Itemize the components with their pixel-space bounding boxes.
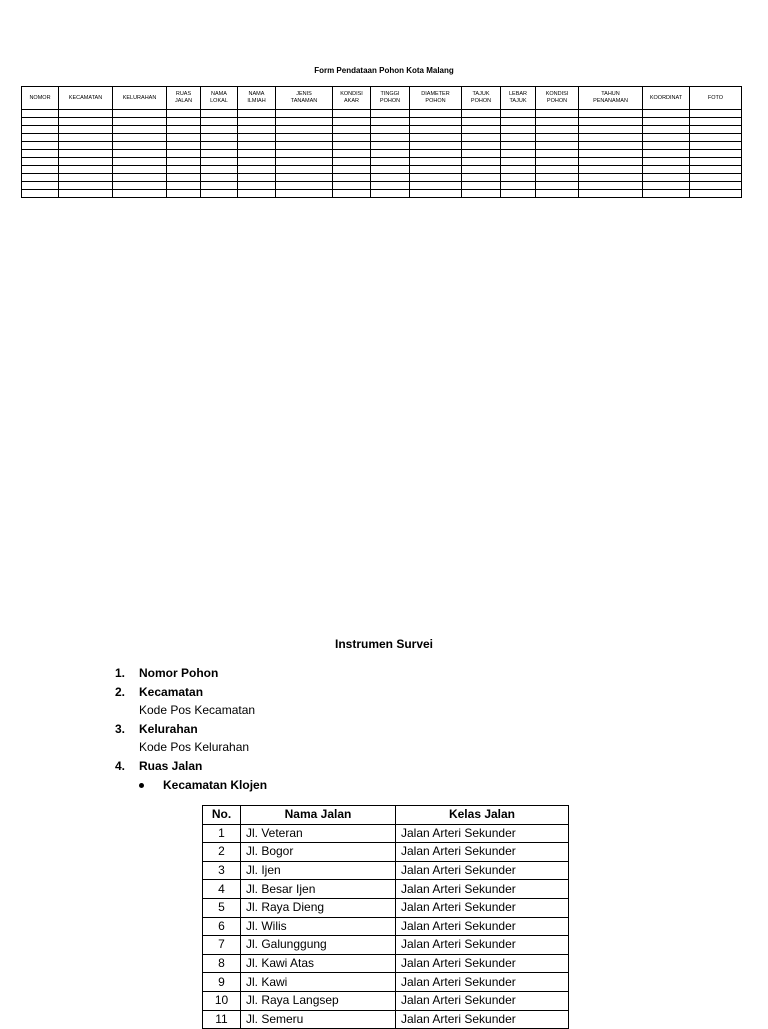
road-row-no: 10 bbox=[203, 991, 241, 1010]
form-empty-cell bbox=[167, 150, 201, 158]
form-empty-cell bbox=[59, 182, 113, 190]
form-empty-cell bbox=[536, 142, 579, 150]
form-empty-cell bbox=[276, 150, 333, 158]
form-empty-cell bbox=[536, 158, 579, 166]
tree-data-form-table bbox=[21, 86, 742, 198]
form-empty-row bbox=[22, 126, 742, 134]
form-empty-cell bbox=[690, 182, 742, 190]
survey-item-sub: Kode Pos Kecamatan bbox=[139, 703, 256, 718]
road-row-name: Jl. Kawi bbox=[241, 973, 396, 992]
form-empty-cell bbox=[579, 174, 643, 182]
form-empty-cell bbox=[410, 134, 462, 142]
form-column-header: JENIS TANAMAN bbox=[276, 87, 333, 110]
form-empty-cell bbox=[22, 190, 59, 198]
road-row-no: 7 bbox=[203, 936, 241, 955]
road-header-class: Kelas Jalan bbox=[396, 806, 569, 825]
form-empty-cell bbox=[643, 158, 690, 166]
form-empty-cell bbox=[276, 126, 333, 134]
form-empty-cell bbox=[536, 174, 579, 182]
road-row-class: Jalan Arteri Sekunder bbox=[396, 880, 569, 899]
form-empty-cell bbox=[536, 166, 579, 174]
form-empty-cell bbox=[201, 142, 238, 150]
road-row-no: 11 bbox=[203, 1010, 241, 1029]
form-empty-cell bbox=[276, 142, 333, 150]
form-empty-cell bbox=[462, 158, 501, 166]
form-column-header: RUAS JALAN bbox=[167, 87, 201, 110]
form-empty-cell bbox=[238, 174, 276, 182]
form-empty-row bbox=[22, 174, 742, 182]
form-empty-cell bbox=[201, 150, 238, 158]
form-empty-cell bbox=[201, 118, 238, 126]
form-empty-cell bbox=[201, 158, 238, 166]
form-empty-cell bbox=[113, 182, 167, 190]
form-empty-row bbox=[22, 110, 742, 118]
form-empty-cell bbox=[536, 134, 579, 142]
survey-item bbox=[115, 683, 267, 720]
form-empty-cell bbox=[579, 118, 643, 126]
table-row bbox=[203, 991, 569, 1010]
form-empty-cell bbox=[59, 126, 113, 134]
form-empty-cell bbox=[501, 126, 536, 134]
form-empty-cell bbox=[462, 142, 501, 150]
form-empty-row bbox=[22, 150, 742, 158]
form-empty-cell bbox=[501, 150, 536, 158]
form-title: Form Pendataan Pohon Kota Malang bbox=[314, 66, 454, 75]
form-empty-cell bbox=[276, 182, 333, 190]
form-empty-cell bbox=[643, 110, 690, 118]
road-row-no: 9 bbox=[203, 973, 241, 992]
form-empty-cell bbox=[333, 134, 371, 142]
form-empty-cell bbox=[643, 166, 690, 174]
form-empty-cell bbox=[462, 190, 501, 198]
form-empty-cell bbox=[371, 126, 410, 134]
road-row-class: Jalan Arteri Sekunder bbox=[396, 824, 569, 843]
road-row-class: Jalan Arteri Sekunder bbox=[396, 991, 569, 1010]
bullet-item bbox=[139, 776, 267, 795]
form-empty-cell bbox=[462, 118, 501, 126]
form-empty-cell bbox=[167, 134, 201, 142]
survey-item-number: 4. bbox=[115, 758, 126, 773]
form-column-header: TAHUN PENANAMAN bbox=[579, 87, 643, 110]
form-empty-cell bbox=[276, 174, 333, 182]
form-empty-row bbox=[22, 142, 742, 150]
form-column-header: LEBAR TAJUK bbox=[501, 87, 536, 110]
form-empty-cell bbox=[201, 190, 238, 198]
form-empty-cell bbox=[113, 174, 167, 182]
form-empty-cell bbox=[462, 166, 501, 174]
form-empty-cell bbox=[536, 150, 579, 158]
form-empty-cell bbox=[643, 182, 690, 190]
form-empty-cell bbox=[579, 158, 643, 166]
form-empty-cell bbox=[333, 166, 371, 174]
form-empty-cell bbox=[59, 142, 113, 150]
form-empty-cell bbox=[690, 166, 742, 174]
form-empty-cell bbox=[22, 110, 59, 118]
form-empty-cell bbox=[690, 158, 742, 166]
form-empty-cell bbox=[501, 174, 536, 182]
form-empty-cell bbox=[167, 182, 201, 190]
table-row bbox=[203, 824, 569, 843]
form-empty-cell bbox=[238, 142, 276, 150]
road-row-no: 2 bbox=[203, 843, 241, 862]
form-empty-cell bbox=[238, 118, 276, 126]
road-table-header-row bbox=[203, 806, 569, 825]
form-empty-cell bbox=[22, 150, 59, 158]
form-empty-cell bbox=[690, 150, 742, 158]
form-empty-cell bbox=[238, 150, 276, 158]
form-empty-cell bbox=[410, 182, 462, 190]
form-empty-row bbox=[22, 182, 742, 190]
road-row-no: 6 bbox=[203, 917, 241, 936]
form-empty-cell bbox=[690, 134, 742, 142]
form-empty-cell bbox=[462, 126, 501, 134]
form-empty-cell bbox=[22, 118, 59, 126]
road-row-class: Jalan Arteri Sekunder bbox=[396, 898, 569, 917]
form-empty-cell bbox=[59, 134, 113, 142]
form-empty-cell bbox=[238, 190, 276, 198]
road-table-body bbox=[203, 824, 569, 1029]
form-empty-cell bbox=[462, 134, 501, 142]
form-column-header: FOTO bbox=[690, 87, 742, 110]
form-empty-cell bbox=[643, 134, 690, 142]
form-empty-cell bbox=[59, 158, 113, 166]
survey-title: Instrumen Survei bbox=[334, 637, 434, 651]
form-empty-cell bbox=[22, 126, 59, 134]
form-empty-cell bbox=[276, 134, 333, 142]
form-empty-cell bbox=[501, 190, 536, 198]
table-row bbox=[203, 954, 569, 973]
survey-item-label: Kelurahan bbox=[139, 721, 198, 736]
form-empty-cell bbox=[536, 110, 579, 118]
road-row-no: 5 bbox=[203, 898, 241, 917]
road-row-name: Jl. Ijen bbox=[241, 861, 396, 880]
form-empty-cell bbox=[201, 174, 238, 182]
form-empty-cell bbox=[113, 150, 167, 158]
survey-item-number: 2. bbox=[115, 684, 126, 699]
form-empty-cell bbox=[333, 182, 371, 190]
form-empty-cell bbox=[276, 190, 333, 198]
form-empty-cell bbox=[536, 126, 579, 134]
form-empty-cell bbox=[643, 118, 690, 126]
form-empty-cell bbox=[113, 190, 167, 198]
road-row-name: Jl. Raya Dieng bbox=[241, 898, 396, 917]
form-empty-cell bbox=[536, 190, 579, 198]
form-column-header: TAJUK POHON bbox=[462, 87, 501, 110]
form-empty-cell bbox=[371, 158, 410, 166]
form-empty-cell bbox=[333, 110, 371, 118]
form-empty-cell bbox=[167, 190, 201, 198]
form-empty-cell bbox=[238, 126, 276, 134]
form-empty-cell bbox=[59, 166, 113, 174]
table-row bbox=[203, 936, 569, 955]
form-empty-row bbox=[22, 158, 742, 166]
table-row bbox=[203, 843, 569, 862]
form-empty-cell bbox=[59, 110, 113, 118]
form-empty-cell bbox=[59, 174, 113, 182]
table-row bbox=[203, 898, 569, 917]
form-empty-cell bbox=[371, 118, 410, 126]
form-column-header: TINGGI POHON bbox=[371, 87, 410, 110]
form-empty-cell bbox=[167, 142, 201, 150]
form-empty-cell bbox=[333, 158, 371, 166]
form-empty-cell bbox=[238, 166, 276, 174]
road-row-class: Jalan Arteri Sekunder bbox=[396, 917, 569, 936]
survey-item-number: 1. bbox=[115, 666, 126, 680]
form-empty-cell bbox=[167, 126, 201, 134]
survey-list bbox=[115, 664, 267, 794]
bullet-dot-icon bbox=[139, 783, 144, 788]
form-empty-cell bbox=[501, 134, 536, 142]
form-empty-cell bbox=[643, 150, 690, 158]
form-empty-cell bbox=[201, 182, 238, 190]
form-empty-cell bbox=[276, 166, 333, 174]
form-empty-cell bbox=[643, 142, 690, 150]
road-row-name: Jl. Besar Ijen bbox=[241, 880, 396, 899]
form-empty-cell bbox=[201, 126, 238, 134]
form-empty-cell bbox=[690, 118, 742, 126]
form-empty-cell bbox=[579, 110, 643, 118]
survey-item-label: Ruas Jalan bbox=[139, 758, 203, 773]
bullet-item-label: Kecamatan Klojen bbox=[163, 777, 268, 792]
form-empty-cell bbox=[238, 158, 276, 166]
road-row-class: Jalan Arteri Sekunder bbox=[396, 973, 569, 992]
form-empty-cell bbox=[238, 182, 276, 190]
form-column-header: DIAMETER POHON bbox=[410, 87, 462, 110]
form-empty-cell bbox=[579, 182, 643, 190]
form-empty-cell bbox=[113, 158, 167, 166]
table-row bbox=[203, 1010, 569, 1029]
form-empty-cell bbox=[22, 134, 59, 142]
form-empty-cell bbox=[371, 182, 410, 190]
form-empty-cell bbox=[333, 174, 371, 182]
form-empty-cell bbox=[113, 166, 167, 174]
form-empty-cell bbox=[333, 142, 371, 150]
form-empty-cell bbox=[59, 190, 113, 198]
form-empty-cell bbox=[238, 134, 276, 142]
form-column-header: NOMOR bbox=[22, 87, 59, 110]
form-empty-cell bbox=[113, 118, 167, 126]
road-row-name: Jl. Semeru bbox=[241, 1010, 396, 1029]
form-empty-cell bbox=[113, 126, 167, 134]
form-empty-cell bbox=[462, 174, 501, 182]
form-column-header: KECAMATAN bbox=[59, 87, 113, 110]
form-empty-cell bbox=[690, 190, 742, 198]
form-empty-cell bbox=[579, 142, 643, 150]
form-empty-cell bbox=[410, 142, 462, 150]
survey-item bbox=[115, 757, 267, 794]
road-row-no: 1 bbox=[203, 824, 241, 843]
form-empty-cell bbox=[59, 150, 113, 158]
table-row bbox=[203, 880, 569, 899]
form-empty-cell bbox=[410, 150, 462, 158]
form-empty-cell bbox=[410, 126, 462, 134]
form-empty-cell bbox=[643, 190, 690, 198]
form-column-header: KONDISI POHON bbox=[536, 87, 579, 110]
form-empty-cell bbox=[410, 190, 462, 198]
form-empty-cell bbox=[410, 174, 462, 182]
form-empty-cell bbox=[22, 142, 59, 150]
road-row-name: Jl. Galunggung bbox=[241, 936, 396, 955]
form-empty-cell bbox=[371, 150, 410, 158]
form-empty-cell bbox=[333, 190, 371, 198]
form-empty-cell bbox=[536, 182, 579, 190]
form-empty-cell bbox=[536, 118, 579, 126]
form-empty-cell bbox=[167, 110, 201, 118]
survey-item-label: Nomor Pohon bbox=[139, 666, 219, 680]
form-empty-cell bbox=[371, 190, 410, 198]
form-column-header: KELURAHAN bbox=[113, 87, 167, 110]
form-empty-row bbox=[22, 134, 742, 142]
form-empty-cell bbox=[371, 142, 410, 150]
table-row bbox=[203, 917, 569, 936]
form-empty-cell bbox=[167, 118, 201, 126]
form-empty-cell bbox=[410, 118, 462, 126]
form-empty-cell bbox=[643, 174, 690, 182]
form-empty-cell bbox=[643, 126, 690, 134]
form-empty-cell bbox=[333, 126, 371, 134]
road-row-class: Jalan Arteri Sekunder bbox=[396, 1010, 569, 1029]
form-empty-cell bbox=[371, 166, 410, 174]
survey-item-sub: Kode Pos Kelurahan bbox=[139, 740, 250, 755]
form-body bbox=[22, 110, 742, 198]
form-empty-cell bbox=[371, 110, 410, 118]
form-empty-cell bbox=[167, 166, 201, 174]
form-empty-cell bbox=[410, 166, 462, 174]
road-row-name: Jl. Kawi Atas bbox=[241, 954, 396, 973]
form-empty-cell bbox=[276, 118, 333, 126]
form-column-header: NAMA ILMIAH bbox=[238, 87, 276, 110]
form-empty-cell bbox=[501, 182, 536, 190]
form-empty-cell bbox=[579, 126, 643, 134]
form-empty-cell bbox=[371, 174, 410, 182]
form-empty-cell bbox=[22, 174, 59, 182]
form-empty-cell bbox=[167, 174, 201, 182]
form-empty-cell bbox=[22, 158, 59, 166]
form-empty-cell bbox=[113, 142, 167, 150]
road-class-table bbox=[202, 805, 569, 1029]
form-empty-cell bbox=[462, 150, 501, 158]
form-empty-cell bbox=[462, 110, 501, 118]
form-empty-cell bbox=[201, 134, 238, 142]
form-empty-cell bbox=[201, 110, 238, 118]
form-empty-cell bbox=[501, 166, 536, 174]
form-column-header: KONDISI AKAR bbox=[333, 87, 371, 110]
road-row-name: Jl. Veteran bbox=[241, 824, 396, 843]
form-empty-cell bbox=[579, 150, 643, 158]
road-header-no: No. bbox=[203, 806, 241, 825]
form-empty-cell bbox=[59, 118, 113, 126]
table-row bbox=[203, 861, 569, 880]
form-empty-cell bbox=[690, 174, 742, 182]
form-empty-cell bbox=[238, 110, 276, 118]
form-empty-cell bbox=[22, 182, 59, 190]
form-empty-cell bbox=[579, 166, 643, 174]
road-row-name: Jl. Wilis bbox=[241, 917, 396, 936]
form-empty-cell bbox=[501, 110, 536, 118]
road-row-class: Jalan Arteri Sekunder bbox=[396, 936, 569, 955]
form-empty-cell bbox=[276, 110, 333, 118]
form-empty-cell bbox=[462, 182, 501, 190]
form-empty-cell bbox=[690, 142, 742, 150]
road-header-name: Nama Jalan bbox=[241, 806, 396, 825]
road-row-class: Jalan Arteri Sekunder bbox=[396, 843, 569, 862]
form-column-header: KOORDINAT bbox=[643, 87, 690, 110]
form-empty-cell bbox=[579, 134, 643, 142]
form-empty-row bbox=[22, 190, 742, 198]
form-column-header: NAMA LOKAL bbox=[201, 87, 238, 110]
survey-item-number: 3. bbox=[115, 721, 126, 736]
form-empty-cell bbox=[501, 142, 536, 150]
road-row-no: 8 bbox=[203, 954, 241, 973]
form-empty-cell bbox=[333, 118, 371, 126]
form-empty-cell bbox=[501, 158, 536, 166]
road-row-name: Jl. Raya Langsep bbox=[241, 991, 396, 1010]
form-empty-cell bbox=[113, 134, 167, 142]
form-empty-cell bbox=[22, 166, 59, 174]
road-row-class: Jalan Arteri Sekunder bbox=[396, 861, 569, 880]
form-empty-cell bbox=[276, 158, 333, 166]
survey-item bbox=[115, 720, 267, 757]
form-empty-cell bbox=[113, 110, 167, 118]
road-row-no: 4 bbox=[203, 880, 241, 899]
table-row bbox=[203, 973, 569, 992]
survey-item-label: Kecamatan bbox=[139, 684, 204, 699]
road-row-class: Jalan Arteri Sekunder bbox=[396, 954, 569, 973]
form-empty-row bbox=[22, 166, 742, 174]
road-row-no: 3 bbox=[203, 861, 241, 880]
form-empty-cell bbox=[410, 158, 462, 166]
form-empty-cell bbox=[371, 134, 410, 142]
survey-item bbox=[115, 664, 267, 683]
form-empty-row bbox=[22, 118, 742, 126]
form-empty-cell bbox=[333, 150, 371, 158]
form-empty-cell bbox=[501, 118, 536, 126]
form-empty-cell bbox=[579, 190, 643, 198]
form-empty-cell bbox=[690, 110, 742, 118]
form-empty-cell bbox=[410, 110, 462, 118]
form-header-row bbox=[22, 87, 742, 110]
form-empty-cell bbox=[690, 126, 742, 134]
form-empty-cell bbox=[167, 158, 201, 166]
form-empty-cell bbox=[201, 166, 238, 174]
road-row-name: Jl. Bogor bbox=[241, 843, 396, 862]
